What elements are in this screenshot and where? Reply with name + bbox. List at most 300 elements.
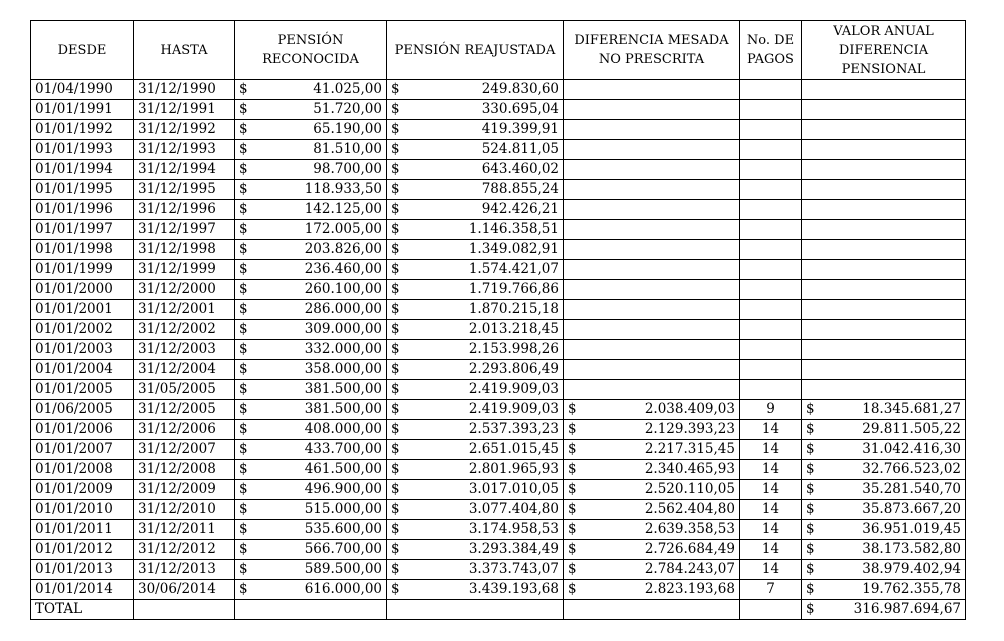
pension-reconocida: 616.000,00 [304,581,382,597]
pension-reconocida: 358.000,00 [304,361,382,377]
valor-anual: 31.042.416,30 [862,441,961,457]
total-empty-cell [387,600,564,620]
no-pagos [740,160,802,180]
header-pension-reconocida: PENSIÓN RECONOCIDA [235,21,387,80]
hasta-date: 31/12/2012 [134,540,235,560]
currency-symbol: $ [239,561,248,577]
hasta-date: 31/12/2011 [134,520,235,540]
pension-reconocida: 98.700,00 [313,161,382,177]
pension-reconocida-cell [235,340,387,360]
desde-date: 01/01/2004 [31,360,134,380]
desde-date: 01/01/2007 [31,440,134,460]
valor-anual: 36.951.019,45 [862,521,961,537]
pension-reconocida-cell [235,360,387,380]
pension-reconocida: 433.700,00 [304,441,382,457]
pension-reajustada-cell [387,100,564,120]
pension-reconocida: 381.500,00 [304,381,382,397]
pension-reconocida: 461.500,00 [304,461,382,477]
table-row [31,220,966,240]
pension-reajustada: 3.077.404,80 [468,501,559,517]
table-row [31,480,966,500]
currency-symbol: $ [239,261,248,277]
no-pagos: 9 [740,400,802,420]
pension-reconocida-cell [235,320,387,340]
diferencia-mesada-cell [564,560,740,580]
diferencia-mesada-cell [564,520,740,540]
pension-reajustada: 524.811,05 [481,141,559,157]
pension-reconocida-cell [235,240,387,260]
diferencia-mesada-cell [564,240,740,260]
table-row [31,260,966,280]
pension-reajustada: 788.855,24 [481,181,559,197]
diferencia-mesada-cell [564,380,740,400]
currency-symbol: $ [391,141,400,157]
pension-reajustada: 2.153.998,26 [468,341,559,357]
pension-reconocida: 41.025,00 [313,81,382,97]
desde-date: 01/01/1991 [31,100,134,120]
table-row [31,440,966,460]
currency-symbol: $ [239,541,248,557]
desde-date: 01/01/2006 [31,420,134,440]
pension-reajustada-cell [387,80,564,100]
table-row [31,140,966,160]
desde-date: 01/01/2008 [31,460,134,480]
pension-reajustada: 3.174.958,53 [468,521,559,537]
no-pagos: 14 [740,560,802,580]
pension-reconocida: 381.500,00 [304,401,382,417]
currency-symbol: $ [806,441,815,457]
pension-reajustada: 3.293.384,49 [468,541,559,557]
no-pagos: 14 [740,520,802,540]
pension-reajustada-cell [387,580,564,600]
diferencia-mesada-cell [564,500,740,520]
pension-reajustada-cell [387,480,564,500]
desde-date: 01/01/2003 [31,340,134,360]
table-row [31,320,966,340]
currency-symbol: $ [391,461,400,477]
no-pagos [740,340,802,360]
pension-reajustada: 643.460,02 [481,161,559,177]
diferencia-mesada-cell [564,580,740,600]
pension-reajustada-cell [387,420,564,440]
hasta-date: 31/12/1999 [134,260,235,280]
table-row [31,360,966,380]
diferencia-mesada-cell [564,160,740,180]
pension-reajustada: 2.013.218,45 [468,321,559,337]
valor-anual-cell [802,280,966,300]
currency-symbol: $ [391,221,400,237]
valor-anual-cell [802,520,966,540]
no-pagos [740,180,802,200]
diferencia-mesada-cell [564,540,740,560]
pension-reconocida: 535.600,00 [304,521,382,537]
currency-symbol: $ [806,581,815,597]
valor-anual: 19.762.355,78 [862,581,961,597]
valor-anual-cell [802,460,966,480]
valor-anual-cell [802,260,966,280]
no-pagos [740,120,802,140]
hasta-date: 31/12/2001 [134,300,235,320]
diferencia-mesada-cell [564,80,740,100]
pension-reconocida-cell [235,160,387,180]
total-empty-cell [564,600,740,620]
currency-symbol: $ [806,481,815,497]
currency-symbol: $ [806,541,815,557]
hasta-date: 31/05/2005 [134,380,235,400]
desde-date: 01/06/2005 [31,400,134,420]
currency-symbol: $ [391,321,400,337]
valor-anual-cell [802,380,966,400]
currency-symbol: $ [391,281,400,297]
hasta-date: 31/12/2006 [134,420,235,440]
header-desde: DESDE [31,21,134,80]
valor-anual: 38.979.402,94 [862,561,961,577]
currency-symbol: $ [239,521,248,537]
pension-reajustada: 1.870.215,18 [468,301,559,317]
desde-date: 01/01/1997 [31,220,134,240]
diferencia-mesada: 2.726.684,49 [644,541,735,557]
valor-anual-cell [802,180,966,200]
currency-symbol: $ [239,341,248,357]
valor-anual-cell [802,480,966,500]
total-row [31,600,966,620]
currency-symbol: $ [391,301,400,317]
hasta-date: 31/12/1996 [134,200,235,220]
hasta-date: 31/12/2003 [134,340,235,360]
pension-reajustada: 2.537.393,23 [468,421,559,437]
hasta-date: 31/12/1992 [134,120,235,140]
valor-anual-cell [802,120,966,140]
pension-reconocida-cell [235,380,387,400]
valor-anual-cell [802,80,966,100]
table-row [31,340,966,360]
currency-symbol: $ [568,421,577,437]
currency-symbol: $ [806,501,815,517]
header-row [31,21,966,80]
pension-reconocida: 309.000,00 [304,321,382,337]
valor-anual-cell [802,220,966,240]
pension-reconocida: 286.000,00 [304,301,382,317]
valor-anual-cell [802,420,966,440]
no-pagos: 14 [740,540,802,560]
valor-anual: 18.345.681,27 [862,401,961,417]
pension-reconocida-cell [235,540,387,560]
total-valor-cell [802,600,966,620]
hasta-date: 31/12/2007 [134,440,235,460]
diferencia-mesada: 2.129.393,23 [644,421,735,437]
pension-reajustada-cell [387,260,564,280]
diferencia-mesada-cell [564,340,740,360]
total-valor: 316.987.694,67 [853,601,961,617]
table-row [31,560,966,580]
pension-reconocida: 172.005,00 [304,221,382,237]
diferencia-mesada-cell [564,260,740,280]
diferencia-mesada: 2.520.110,05 [644,481,735,497]
hasta-date: 31/12/1998 [134,240,235,260]
pension-reconocida-cell [235,580,387,600]
desde-date: 01/01/2009 [31,480,134,500]
valor-anual-cell [802,540,966,560]
pension-reajustada: 942.426,21 [481,201,559,217]
diferencia-mesada-cell [564,480,740,500]
currency-symbol: $ [391,261,400,277]
hasta-date: 31/12/1991 [134,100,235,120]
hasta-date: 30/06/2014 [134,580,235,600]
header-hasta: HASTA [134,21,235,80]
pension-reajustada-cell [387,360,564,380]
hasta-date: 31/12/2000 [134,280,235,300]
diferencia-mesada-cell [564,320,740,340]
hasta-date: 31/12/1994 [134,160,235,180]
valor-anual-cell [802,200,966,220]
pension-reajustada-cell [387,120,564,140]
diferencia-mesada-cell [564,180,740,200]
pension-reajustada: 3.439.193,68 [468,581,559,597]
valor-anual-cell [802,360,966,380]
currency-symbol: $ [239,581,248,597]
currency-symbol: $ [391,341,400,357]
diferencia-mesada-cell [564,120,740,140]
pension-reajustada-cell [387,460,564,480]
pension-reconocida: 589.500,00 [304,561,382,577]
hasta-date: 31/12/2002 [134,320,235,340]
pension-reajustada-cell [387,500,564,520]
table-row [31,80,966,100]
currency-symbol: $ [391,581,400,597]
currency-symbol: $ [239,241,248,257]
diferencia-mesada-cell [564,200,740,220]
currency-symbol: $ [568,581,577,597]
desde-date: 01/01/1999 [31,260,134,280]
no-pagos [740,100,802,120]
pension-reconocida-cell [235,100,387,120]
table-row [31,520,966,540]
currency-symbol: $ [391,401,400,417]
hasta-date: 31/12/2010 [134,500,235,520]
pension-reconocida: 81.510,00 [313,141,382,157]
valor-anual: 32.766.523,02 [862,461,961,477]
no-pagos: 14 [740,480,802,500]
pension-reajustada: 1.574.421,07 [468,261,559,277]
pension-reconocida: 260.100,00 [304,281,382,297]
currency-symbol: $ [239,301,248,317]
pension-reconocida: 203.826,00 [304,241,382,257]
pension-reconocida-cell [235,560,387,580]
no-pagos [740,300,802,320]
valor-anual-cell [802,140,966,160]
currency-symbol: $ [239,421,248,437]
currency-symbol: $ [391,361,400,377]
diferencia-mesada-cell [564,440,740,460]
header-valor-anual: VALOR ANUAL DIFERENCIA PENSIONAL [802,21,966,80]
currency-symbol: $ [568,461,577,477]
desde-date: 01/01/2012 [31,540,134,560]
desde-date: 01/01/1995 [31,180,134,200]
diferencia-mesada-cell [564,360,740,380]
valor-anual-cell [802,400,966,420]
diferencia-mesada: 2.639.358,53 [644,521,735,537]
valor-anual-cell [802,500,966,520]
currency-symbol: $ [391,161,400,177]
no-pagos [740,220,802,240]
pension-reconocida: 51.720,00 [313,101,382,117]
currency-symbol: $ [239,201,248,217]
desde-date: 01/01/1992 [31,120,134,140]
total-label: TOTAL [31,600,134,620]
pension-reajustada: 1.719.766,86 [468,281,559,297]
currency-symbol: $ [391,381,400,397]
pension-reconocida-cell [235,120,387,140]
desde-date: 01/01/1996 [31,200,134,220]
pension-reconocida-cell [235,140,387,160]
pension-reajustada-cell [387,200,564,220]
desde-date: 01/01/2010 [31,500,134,520]
currency-symbol: $ [239,121,248,137]
currency-symbol: $ [806,421,815,437]
diferencia-mesada: 2.217.315,45 [644,441,735,457]
currency-symbol: $ [568,561,577,577]
pension-reajustada: 2.419.909,03 [468,381,559,397]
currency-symbol: $ [239,281,248,297]
hasta-date: 31/12/2005 [134,400,235,420]
table-row [31,120,966,140]
diferencia-mesada: 2.784.243,07 [644,561,735,577]
currency-symbol: $ [391,181,400,197]
pension-reconocida-cell [235,260,387,280]
table-row [31,300,966,320]
total-empty-cell [134,600,235,620]
no-pagos [740,380,802,400]
pension-reajustada: 2.651.015,45 [468,441,559,457]
table-row [31,580,966,600]
pension-reconocida-cell [235,180,387,200]
valor-anual: 35.873.667,20 [862,501,961,517]
pension-reconocida: 118.933,50 [304,181,382,197]
pension-reajustada-cell [387,380,564,400]
valor-anual-cell [802,560,966,580]
currency-symbol: $ [239,141,248,157]
table-row [31,280,966,300]
pension-reconocida-cell [235,400,387,420]
pension-reconocida: 236.460,00 [304,261,382,277]
no-pagos [740,80,802,100]
valor-anual-cell [802,160,966,180]
currency-symbol: $ [806,521,815,537]
desde-date: 01/04/1990 [31,80,134,100]
currency-symbol: $ [806,561,815,577]
currency-symbol: $ [568,441,577,457]
currency-symbol: $ [806,601,815,617]
diferencia-mesada-cell [564,460,740,480]
hasta-date: 31/12/1995 [134,180,235,200]
valor-anual-cell [802,300,966,320]
total-empty-cell [235,600,387,620]
currency-symbol: $ [391,561,400,577]
pension-reajustada-cell [387,240,564,260]
desde-date: 01/01/1998 [31,240,134,260]
diferencia-mesada-cell [564,420,740,440]
diferencia-mesada-cell [564,300,740,320]
hasta-date: 31/12/2009 [134,480,235,500]
desde-date: 01/01/2005 [31,380,134,400]
currency-symbol: $ [239,181,248,197]
no-pagos [740,360,802,380]
desde-date: 01/01/2014 [31,580,134,600]
no-pagos [740,200,802,220]
currency-symbol: $ [239,221,248,237]
valor-anual-cell [802,100,966,120]
table-row [31,200,966,220]
hasta-date: 31/12/1990 [134,80,235,100]
pension-reajustada: 1.146.358,51 [468,221,559,237]
currency-symbol: $ [568,521,577,537]
no-pagos [740,260,802,280]
no-pagos: 14 [740,440,802,460]
currency-symbol: $ [239,461,248,477]
no-pagos [740,240,802,260]
desde-date: 01/01/1994 [31,160,134,180]
no-pagos [740,140,802,160]
table-row [31,160,966,180]
desde-date: 01/01/2011 [31,520,134,540]
valor-anual-cell [802,240,966,260]
table-row [31,180,966,200]
pension-reajustada-cell [387,140,564,160]
no-pagos: 14 [740,420,802,440]
currency-symbol: $ [391,201,400,217]
desde-date: 01/01/2002 [31,320,134,340]
hasta-date: 31/12/2013 [134,560,235,580]
no-pagos: 14 [740,500,802,520]
diferencia-mesada: 2.340.465,93 [644,461,735,477]
desde-date: 01/01/2013 [31,560,134,580]
pension-reconocida: 566.700,00 [304,541,382,557]
currency-symbol: $ [239,101,248,117]
pension-reajustada-cell [387,540,564,560]
pension-reconocida-cell [235,200,387,220]
pension-table [30,20,966,620]
currency-symbol: $ [806,461,815,477]
currency-symbol: $ [391,541,400,557]
currency-symbol: $ [239,501,248,517]
valor-anual: 29.811.505,22 [862,421,961,437]
diferencia-mesada-cell [564,400,740,420]
header-diferencia-mesada: DIFERENCIA MESADA NO PRESCRITA [564,21,740,80]
hasta-date: 31/12/1993 [134,140,235,160]
pension-reajustada: 3.373.743,07 [468,561,559,577]
pension-reajustada: 2.801.965,93 [468,461,559,477]
currency-symbol: $ [239,481,248,497]
table-body [31,80,966,600]
table-row [31,540,966,560]
currency-symbol: $ [391,501,400,517]
table-row [31,240,966,260]
diferencia-mesada-cell [564,220,740,240]
pension-reajustada: 249.830,60 [481,81,559,97]
no-pagos [740,280,802,300]
currency-symbol: $ [239,161,248,177]
pension-reajustada-cell [387,340,564,360]
currency-symbol: $ [391,521,400,537]
hasta-date: 31/12/1997 [134,220,235,240]
pension-reconocida-cell [235,300,387,320]
pension-reconocida: 65.190,00 [313,121,382,137]
pension-reajustada-cell [387,520,564,540]
pension-reconocida-cell [235,500,387,520]
currency-symbol: $ [391,81,400,97]
currency-symbol: $ [239,361,248,377]
no-pagos [740,320,802,340]
